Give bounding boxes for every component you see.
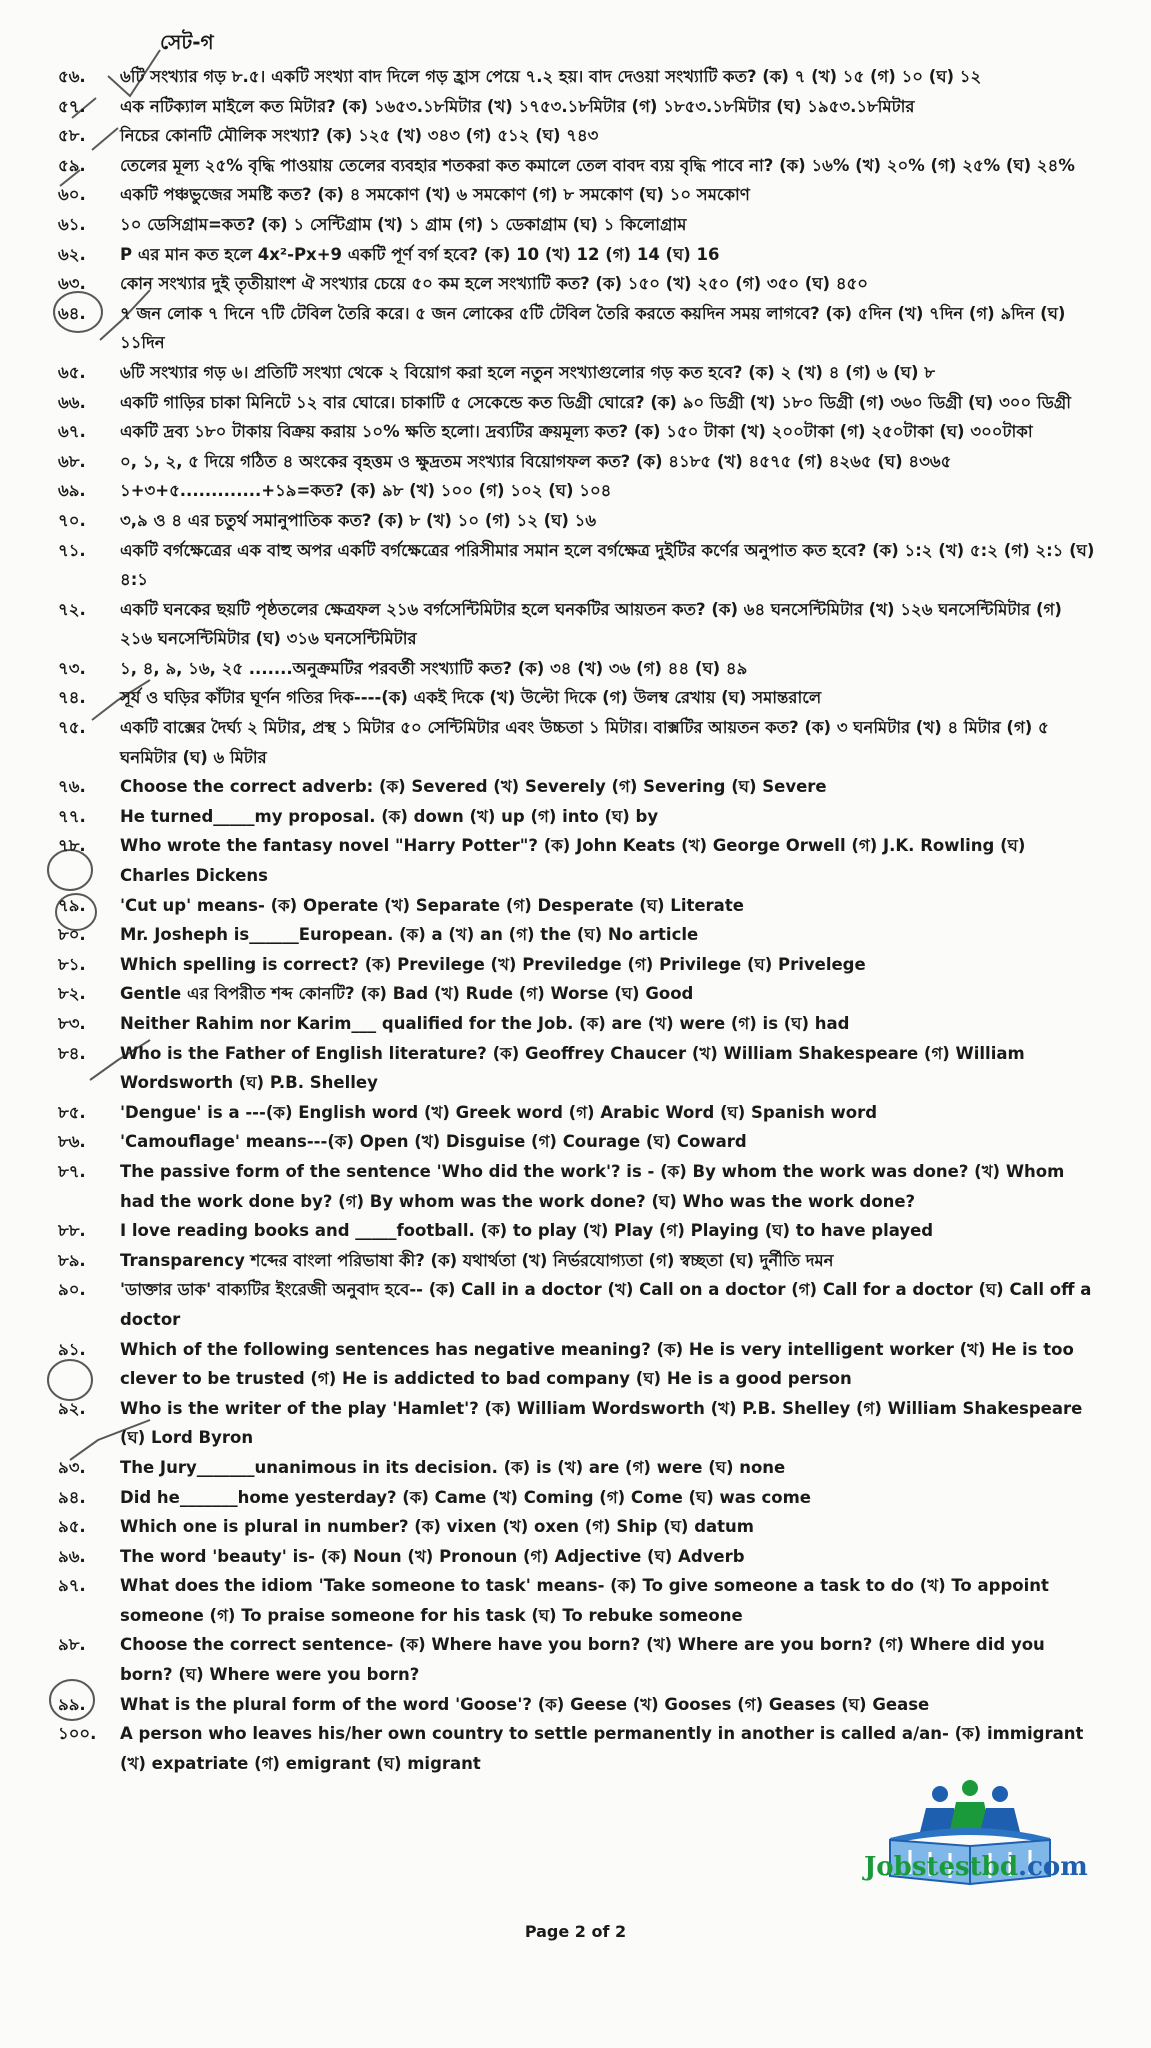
question-text: ১+৩+৫.............+১৯=কত? (ক) ৯৮ (খ) ১০০ (গ) ১০২ (ঘ) ১০৪ bbox=[120, 481, 612, 501]
question-text: ১০ ডেসিগ্রাম=কত? (ক) ১ সেন্টিগ্রাম (খ) ১ গ্রাম (গ) ১ ডেকাগ্রাম (ঘ) ১ কিলোগ্রাম bbox=[120, 214, 687, 234]
question-item bbox=[58, 92, 1098, 122]
question-list bbox=[58, 62, 1098, 1778]
question-item bbox=[58, 654, 1098, 684]
question-item bbox=[58, 210, 1098, 240]
question-item bbox=[58, 1275, 1098, 1334]
question-item bbox=[58, 1127, 1098, 1157]
question-text: একটি ঘনকের ছয়টি পৃষ্ঠতলের ক্ষেত্রফল ২১৬ বর্গসেন্টিমিটার হলে ঘনকটির আয়তন কত? (ক) ৬৪ ঘনসেন্টিমিটার (খ) ১২৬ ঘনসেন্টিমিটার (গ) ২১৬ ঘনসেন্টিমিটার (ঘ) ৩১৬ ঘনসেন্টিমিটার bbox=[120, 599, 1062, 649]
question-item bbox=[58, 1512, 1098, 1542]
question-number: ৫৮. bbox=[58, 126, 86, 146]
question-number: ৯৯. bbox=[58, 1694, 86, 1714]
question-item bbox=[58, 388, 1098, 418]
question-number: ৬৮. bbox=[58, 451, 86, 471]
page-number: Page 2 of 2 bbox=[524, 1922, 627, 1941]
question-text: 'Cut up' means- (ক) Operate (খ) Separate (গ) Desperate (ঘ) Literate bbox=[120, 895, 744, 915]
question-number: ৮০. bbox=[58, 925, 86, 945]
question-number: ৭৮. bbox=[58, 836, 86, 856]
question-number: ১০০. bbox=[58, 1724, 97, 1744]
question-text: The word 'beauty' is- (ক) Noun (খ) Pronoun (গ) Adjective (ঘ) Adverb bbox=[120, 1546, 745, 1566]
question-text: Gentle এর বিপরীত শব্দ কোনটি? (ক) Bad (খ) Rude (গ) Worse (ঘ) Good bbox=[120, 984, 694, 1004]
question-text: এক নটিক্যাল মাইলে কত মিটার? (ক) ১৬৫৩.১৮মিটার (খ) ১৭৫৩.১৮মিটার (গ) ১৮৫৩.১৮মিটার (ঘ) ১৯৫৩.১৮মিটার bbox=[120, 96, 915, 116]
question-item bbox=[58, 1246, 1098, 1276]
question-number: ৮৬. bbox=[58, 1132, 86, 1152]
question-number: ৬৬. bbox=[58, 392, 86, 412]
question-number: ৯৮. bbox=[58, 1635, 86, 1655]
question-number: ৯২. bbox=[58, 1398, 86, 1418]
question-item bbox=[58, 713, 1098, 772]
question-text: 'ডাক্তার ডাক' বাক্যটির ইংরেজী অনুবাদ হবে-- (ক) Call in a doctor (খ) Call on a doctor (গ) Call for a doctor (ঘ) Call off a doctor bbox=[120, 1280, 1092, 1329]
question-item bbox=[58, 1335, 1098, 1394]
question-text: সূর্য ও ঘড়ির কাঁটার ঘূর্ণন গতির দিক----(ক) একই দিকে (খ) উল্টো দিকে (গ) উলম্ব রেখায় (ঘ) সমান্তরালে bbox=[120, 688, 822, 708]
question-text: Choose the correct adverb: (ক) Severed (খ) Severely (গ) Severing (ঘ) Severe bbox=[120, 777, 827, 797]
question-number: ৮৫. bbox=[58, 1102, 86, 1122]
question-number: ৮১. bbox=[58, 954, 86, 974]
question-number: ৮৪. bbox=[58, 1043, 86, 1063]
question-number: ৯৭. bbox=[58, 1576, 86, 1596]
question-item bbox=[58, 299, 1098, 358]
question-item bbox=[58, 476, 1098, 506]
question-number: ৬৩. bbox=[58, 274, 86, 294]
question-text: ৬টি সংখ্যার গড় ৮.৫। একটি সংখ্যা বাদ দিলে গড় হ্রাস পেয়ে ৭.২ হয়। বাদ দেওয়া সংখ্যাটি কত? (ক) ৭ (খ) ১৫ (গ) ১০ (ঘ) ১২ bbox=[120, 67, 982, 86]
question-text: একটি বাক্সের দৈর্ঘ্য ২ মিটার, প্রস্থ ১ মিটার ৫০ সেন্টিমিটার এবং উচ্চতা ১ মিটার। বাক্সটির আয়তন কত? (ক) ৩ ঘনমিটার (খ) ৪ মিটার (গ) ৫ ঘনমিটার (ঘ) ৬ মিটার bbox=[120, 718, 1049, 767]
question-item bbox=[58, 1009, 1098, 1039]
question-item bbox=[58, 506, 1098, 536]
question-number: ৫৯. bbox=[58, 155, 86, 175]
question-item bbox=[58, 1719, 1098, 1778]
logo-name: Jobstestbd bbox=[864, 1852, 1019, 1882]
question-number: ৭১. bbox=[58, 540, 86, 560]
logo-tld: .com bbox=[1018, 1852, 1088, 1882]
question-item bbox=[58, 1483, 1098, 1513]
question-item bbox=[58, 1571, 1098, 1630]
question-number: ৯৫. bbox=[58, 1517, 86, 1537]
question-item bbox=[58, 151, 1098, 181]
question-text: তেলের মূল্য ২৫% বৃদ্ধি পাওয়ায় তেলের ব্যবহার শতকরা কত কমালে তেল বাবদ ব্যয় বৃদ্ধি পাবে না? (ক) ১৬% (খ) ২০% (গ) ২৫% (ঘ) ২৪% bbox=[120, 155, 1075, 175]
question-text: Transparency শব্দের বাংলা পরিভাষা কী? (ক) যথার্থতা (খ) নির্ভরযোগ্যতা (গ) স্বচ্ছতা (ঘ) দুর্নীতি দমন bbox=[120, 1250, 834, 1270]
question-number: ৮৩. bbox=[58, 1014, 86, 1033]
question-number: ৬০. bbox=[58, 185, 86, 205]
question-item bbox=[58, 891, 1098, 921]
question-item bbox=[58, 1039, 1098, 1098]
question-text: Which spelling is correct? (ক) Previlege (খ) Previledge (গ) Privilege (ঘ) Privelege bbox=[120, 954, 866, 974]
question-number: ৯৬. bbox=[58, 1546, 86, 1566]
question-number: ৯১. bbox=[58, 1339, 86, 1359]
question-number: ৭২. bbox=[58, 599, 86, 619]
question-text: What does the idiom 'Take someone to task' means- (ক) To give someone a task to do (খ) To appoint someone (গ) To praise someone for his task (ঘ) To rebuke someone bbox=[120, 1576, 1049, 1625]
question-item bbox=[58, 180, 1098, 210]
question-number: ৭০. bbox=[58, 510, 86, 530]
question-item bbox=[58, 595, 1098, 654]
question-item bbox=[58, 1157, 1098, 1216]
question-item bbox=[58, 1630, 1098, 1689]
question-text: একটি দ্রব্য ১৮০ টাকায় বিক্রয় করায় ১০% ক্ষতি হলো। দ্রব্যটির ক্রয়মূল্য কত? (ক) ১৫০ টাকা (খ) ২০০টাকা (গ) ২৫০টাকা (ঘ) ৩০০টাকা bbox=[120, 422, 1033, 442]
question-number: ৭৬. bbox=[58, 777, 86, 797]
question-item bbox=[58, 62, 1098, 92]
question-text: কোন সংখ্যার দুই তৃতীয়াংশ ঐ সংখ্যার চেয়ে ৫০ কম হলে সংখ্যাটি কত? (ক) ১৫০ (খ) ২৫০ (গ) ৩৫০ (ঘ) ৪৫০ bbox=[120, 274, 868, 294]
question-item bbox=[58, 1453, 1098, 1483]
question-text: Who is the Father of English literature? (ক) Geoffrey Chaucer (খ) William Shakespeare (গ) William Wordsworth (ঘ) P.B. Shelley bbox=[120, 1043, 1025, 1093]
question-item bbox=[58, 269, 1098, 299]
logo-wordmark bbox=[864, 1852, 1088, 1882]
question-item bbox=[58, 1216, 1098, 1246]
question-number: ৭৯. bbox=[58, 895, 86, 915]
question-text: He turned_____my proposal. (ক) down (খ) up (গ) into (ঘ) by bbox=[120, 806, 659, 826]
question-text: ৬টি সংখ্যার গড় ৬। প্রতিটি সংখ্যা থেকে ২ বিয়োগ করা হলে নতুন সংখ্যাগুলোর গড় কত হবে? (ক) ২ (খ) ৪ (গ) ৬ (ঘ) ৮ bbox=[120, 362, 935, 382]
set-label: সেট-গ bbox=[160, 30, 214, 54]
question-text: Neither Rahim nor Karim___ qualified for the Job. (ক) are (খ) were (গ) is (ঘ) had bbox=[120, 1014, 850, 1033]
question-text: Which of the following sentences has negative meaning? (ক) He is very intelligent worker (খ) He is too clever to be trusted (গ) He is addicted to bad company (ঘ) He is a good person bbox=[120, 1339, 1074, 1389]
question-text: The Jury_______unanimous in its decision. (ক) is (খ) are (গ) were (ঘ) none bbox=[120, 1457, 786, 1477]
question-number: ৯০. bbox=[58, 1280, 86, 1300]
question-number: ৬২. bbox=[58, 244, 86, 264]
question-text: 'Dengue' is a ---(ক) English word (খ) Greek word (গ) Arabic Word (ঘ) Spanish word bbox=[120, 1102, 878, 1122]
question-item bbox=[58, 447, 1098, 477]
question-text: ৩,৯ ও ৪ এর চতুর্থ সমানুপাতিক কত? (ক) ৮ (খ) ১০ (গ) ১২ (ঘ) ১৬ bbox=[120, 510, 597, 530]
question-text: Who wrote the fantasy novel "Harry Potter"? (ক) John Keats (খ) George Orwell (গ) J.K. Rowling (ঘ) Charles Dickens bbox=[120, 836, 1026, 886]
question-text: What is the plural form of the word 'Goose'? (ক) Geese (খ) Gooses (গ) Geases (ঘ) Gease bbox=[120, 1694, 930, 1714]
question-text: Mr. Josheph is______European. (ক) a (খ) an (গ) the (ঘ) No article bbox=[120, 925, 699, 945]
question-number: ৯৪. bbox=[58, 1487, 86, 1507]
question-number: ৮৭. bbox=[58, 1161, 86, 1181]
question-text: Which one is plural in number? (ক) vixen (খ) oxen (গ) Ship (ঘ) datum bbox=[120, 1517, 754, 1537]
question-number: ৬৫. bbox=[58, 362, 86, 382]
question-number: ৬৭. bbox=[58, 422, 86, 442]
question-text: একটি বর্গক্ষেত্রের এক বাহু অপর একটি বর্গক্ষেত্রের পরিসীমার সমান হলে বর্গক্ষেত্র দুইটির কর্ণের অনুপাত কত হবে? (ক) ১:২ (খ) ৫:২ (গ) ২:১ (ঘ) ৪:১ bbox=[120, 540, 1095, 590]
question-text: A person who leaves his/her own country to settle permanently in another is called a/an- (ক) immigrant (খ) expatriate (গ) emigrant (ঘ) migrant bbox=[120, 1724, 1084, 1773]
question-item bbox=[58, 831, 1098, 890]
question-text: 'Camouflage' means---(ক) Open (খ) Disguise (গ) Courage (ঘ) Coward bbox=[120, 1132, 747, 1152]
question-text: একটি গাড়ির চাকা মিনিটে ১২ বার ঘোরে। চাকাটি ৫ সেকেন্ডে কত ডিগ্রী ঘোরে? (ক) ৯০ ডিগ্রী (খ) ১৮০ ডিগ্রী (গ) ৩৬০ ডিগ্রী (ঘ) ৩০০ ডিগ্রী bbox=[120, 392, 1071, 412]
question-text: নিচের কোনটি মৌলিক সংখ্যা? (ক) ১২৫ (খ) ৩৪৩ (গ) ৫১২ (ঘ) ৭৪৩ bbox=[120, 126, 599, 146]
question-item bbox=[58, 417, 1098, 447]
question-number: ৭৭. bbox=[58, 806, 86, 826]
question-item bbox=[58, 121, 1098, 151]
question-text: P এর মান কত হলে 4x²-Px+9 একটি পূর্ণ বর্গ হবে? (ক) 10 (খ) 12 (গ) 14 (ঘ) 16 bbox=[120, 244, 720, 264]
question-number: ৯৩. bbox=[58, 1457, 86, 1477]
question-text: Did he_______home yesterday? (ক) Came (খ) Coming (গ) Come (ঘ) was come bbox=[120, 1487, 811, 1507]
question-text: একটি পঞ্চভুজের সমষ্টি কত? (ক) ৪ সমকোণ (খ) ৬ সমকোণ (গ) ৮ সমকোণ (ঘ) ১০ সমকোণ bbox=[120, 185, 750, 205]
question-item bbox=[58, 950, 1098, 980]
question-item bbox=[58, 240, 1098, 270]
question-item bbox=[58, 979, 1098, 1009]
question-item bbox=[58, 1690, 1098, 1720]
question-item bbox=[58, 802, 1098, 832]
question-number: ৮২. bbox=[58, 984, 86, 1004]
question-item bbox=[58, 536, 1098, 595]
question-item bbox=[58, 683, 1098, 713]
question-number: ৫৬. bbox=[58, 67, 86, 86]
question-item bbox=[58, 920, 1098, 950]
question-number: ৮৯. bbox=[58, 1250, 86, 1270]
question-text: Choose the correct sentence- (ক) Where have you born? (খ) Where are you born? (গ) Where did you born? (ঘ) Where were you born? bbox=[120, 1635, 1045, 1685]
question-text: ১, ৪, ৯, ১৬, ২৫ .......অনুক্রমটির পরবর্তী সংখ্যাটি কত? (ক) ৩৪ (খ) ৩৬ (গ) ৪৪ (ঘ) ৪৯ bbox=[120, 658, 748, 678]
question-number: ৬৪. bbox=[58, 303, 86, 323]
question-item bbox=[58, 1542, 1098, 1572]
question-number: ৭৪. bbox=[58, 688, 86, 708]
question-number: ৭৩. bbox=[58, 658, 86, 678]
question-number: ৬১. bbox=[58, 214, 86, 234]
question-number: ৭৫. bbox=[58, 718, 86, 738]
question-number: ৮৮. bbox=[58, 1221, 86, 1241]
question-text: ৭ জন লোক ৭ দিনে ৭টি টেবিল তৈরি করে। ৫ জন লোকের ৫টি টেবিল তৈরি করতে কয়দিন সময় লাগবে? (ক) ৫দিন (খ) ৭দিন (গ) ৯দিন (ঘ) ১১দিন bbox=[120, 303, 1066, 353]
question-text: I love reading books and _____football. (ক) to play (খ) Play (গ) Playing (ঘ) to have played bbox=[120, 1221, 934, 1241]
question-item bbox=[58, 772, 1098, 802]
question-number: ৫৭. bbox=[58, 96, 86, 116]
question-text: Who is the writer of the play 'Hamlet'? (ক) William Wordsworth (খ) P.B. Shelley (গ) William Shakespeare (ঘ) Lord Byron bbox=[120, 1398, 1083, 1448]
question-text: The passive form of the sentence 'Who did the work'? is - (ক) By whom the work was done? (খ) Whom had the work done by? (গ) By whom was the work done? (ঘ) Who was the work done? bbox=[120, 1161, 1065, 1211]
question-item bbox=[58, 1394, 1098, 1453]
question-text: ০, ১, ২, ৫ দিয়ে গঠিত ৪ অংকের বৃহত্তম ও ক্ষুদ্রতম সংখ্যার বিয়োগফল কত? (ক) ৪১৮৫ (খ) ৪৫৭৫ (গ) ৪২৬৫ (ঘ) ৪৩৬৫ bbox=[120, 451, 952, 471]
question-item bbox=[58, 358, 1098, 388]
question-number: ৬৯. bbox=[58, 481, 86, 501]
question-item bbox=[58, 1098, 1098, 1128]
